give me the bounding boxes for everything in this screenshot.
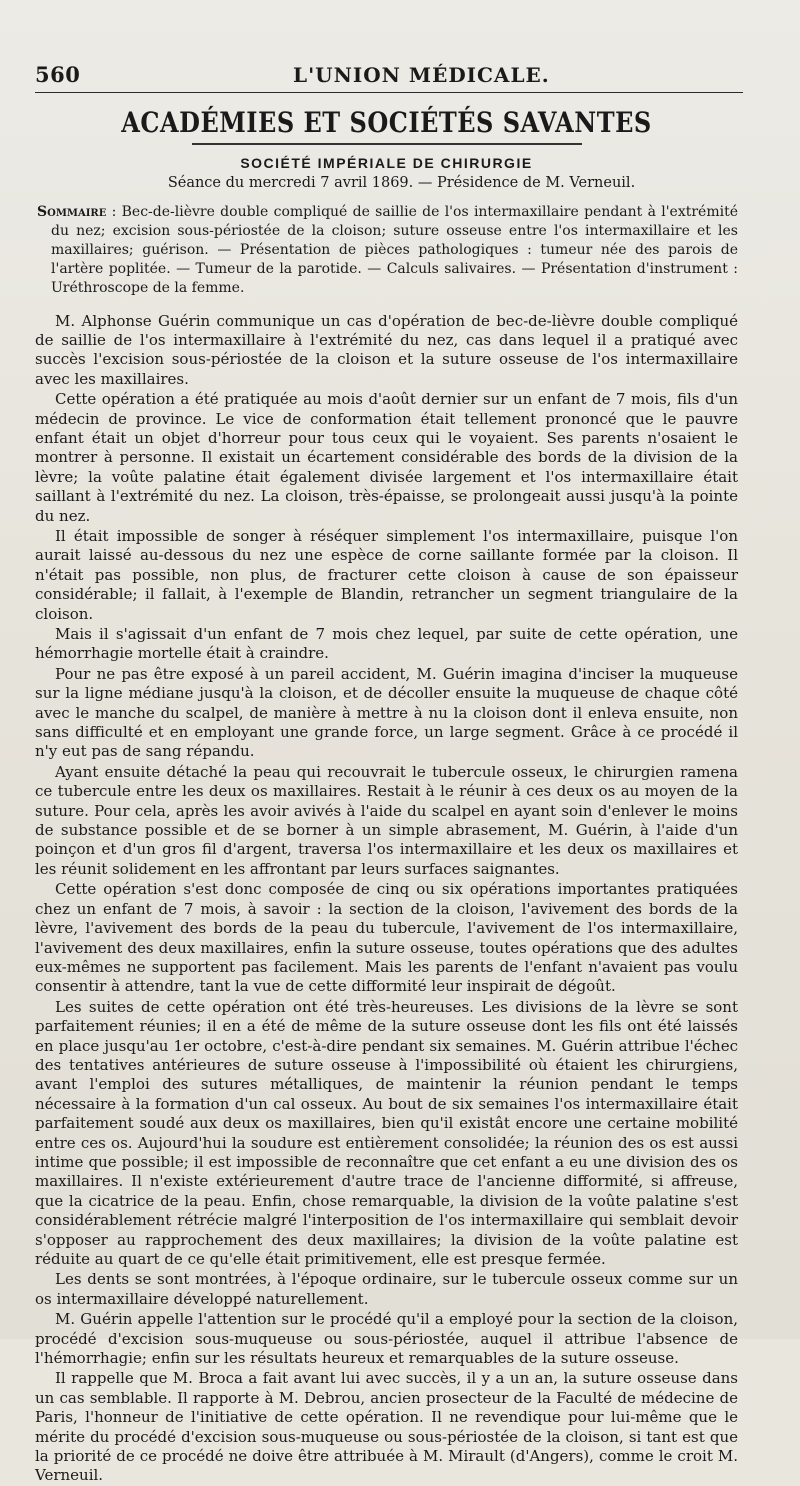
page-number: 560 xyxy=(35,62,81,87)
running-head xyxy=(35,58,743,93)
paragraph: M. Alphonse Guérin communique un cas d'opération de bec-de-lièvre double compliqué de saillie de l'os intermaxillaire à l'extrémité du nez, cas dans lequel il a pratiqué avec succès l'excision sous-périostée de la cloison et la suture osseuse de l'os intermaxillaire avec les maxillaires. xyxy=(35,311,738,388)
summary-text: : Bec-de-lièvre double compliqué de saillie de l'os intermaxillaire pendant à l'extrémité du nez; excision sous-périostée de la cloison; suture osseuse entre l'os intermaxillaire et les maxillaires; guérison. — Présentation de pièces pathologiques : tumeur née des parois de l'artère poplitée. — Tumeur de la parotide. — Calculs salivaires. — Présentation d'instrument : Uréthroscope de la femme. xyxy=(51,203,738,296)
summary-label: Sommaire xyxy=(37,203,107,220)
paragraph: Ayant ensuite détaché la peau qui recouvrait le tubercule osseux, le chirurgien ramena ce tubercule entre les deux os maxillaires. Restait à le réunir à ces deux os au moyen de la suture. Pour cela, après les avoir avivés à l'aide du scalpel en ayant soin d'enlever le moins de substance possible et de se borner à un simple abrasement, M. Guérin, à l'aide d'un poinçon et d'un gros fil d'argent, traversa l'os intermaxillaire et les deux os maxillaires et les réunit solidement en les affrontant par leurs surfaces saignantes. xyxy=(35,762,738,878)
society-name: SOCIÉTÉ IMPÉRIALE DE CHIRURGIE xyxy=(240,154,533,171)
paragraph: Il rappelle que M. Broca a fait avant lui avec succès, il y a un an, la suture osseuse dans un cas semblable. Il rapporte à M. Debrou, ancien prosecteur de la Faculté de médecine de Paris, l'honneur de l'initiative de cette opération. Il ne revendique pour lui-même que le mérite du procédé d'excision sous-muqueuse ou sous-périostée de la cloison, si tant est que la priorité de ce procédé ne doive être attribuée à M. Mirault (d'Angers), comme le croit M. Verneuil. xyxy=(35,1369,738,1485)
paragraph: M. Guérin appelle l'attention sur le procédé qu'il a employé pour la section de la cloison, procédé d'excision sous-muqueuse ou sous-périostée, auquel il attribue l'absence de l'hémorrhagie; enfin sur les résultats heureux et remarquables de la suture osseuse. xyxy=(35,1310,738,1368)
paragraph: Mais il s'agissait d'un enfant de 7 mois chez lequel, par suite de cette opération, une hémorrhagie mortelle était à craindre. xyxy=(35,625,738,663)
paragraph: Cette opération a été pratiquée au mois d'août dernier sur un enfant de 7 mois, fils d'un médecin de province. Le vice de conformation était tellement prononcé que le pauvre enfant était un objet d'horreur pour tous ceux qui le voyaient. Ses parents n'osaient le montrer à personne. Il existait un écartement considérable des bords de la division de la lèvre; la voûte palatine était également divisée largement et l'os intermaxillaire était saillant à l'extrémité du nez. La cloison, très-épaisse, se prolongeait aussi jusqu'à la pointe du nez. xyxy=(35,390,738,525)
summary xyxy=(35,203,738,298)
paragraph: Cette opération s'est donc composée de cinq ou six opérations importantes pratiquées chez un enfant de 7 mois, à savoir : la section de la cloison, l'avivement des bords de la lèvre, l'avivement des bords de la peau du tubercule, l'avivement de l'os intermaxillaire, l'avivement des deux maxillaires, enfin la suture osseuse, toutes opérations que des adultes eux-mêmes ne supportent pas facilement. Mais les parents de l'enfant n'avaient pas voulu consentir à attendre, tant la vue de cette difformité leur inspirait de dégoût. xyxy=(35,880,738,996)
paragraph: Les dents se sont montrées, à l'époque ordinaire, sur le tubercule osseux comme sur un os intermaxillaire développé naturellement. xyxy=(35,1270,738,1308)
paragraph: Pour ne pas être exposé à un pareil accident, M. Guérin imagina d'inciser la muqueuse sur la ligne médiane jusqu'à la cloison, et de décoller ensuite la muqueuse de chaque côté avec le manche du scalpel, de manière à mettre à nu la cloison dont il enleva ensuite, non sans difficulté et en employant une grande force, un large segment. Grâce à ce procédé il n'y eut pas de sang répandu. xyxy=(35,664,738,761)
paragraph: Il était impossible de songer à réséquer simplement l'os intermaxillaire, puisque l'on aurait laissé au-dessous du nez une espèce de corne saillante formée par la cloison. Il n'était pas possible, non plus, de fracturer cette cloison à cause de son épaisseur considérable; il fallait, à l'exemple de Blandin, retrancher un segment triangulaire de la cloison. xyxy=(35,526,738,623)
session-line: Séance du mercredi 7 avril 1869. — Présidence de M. Verneuil. xyxy=(167,174,636,191)
paragraph: Les suites de cette opération ont été très-heureuses. Les divisions de la lèvre se sont parfaitement réunies; il en a été de même de la suture osseuse dont les fils ont été laissés en place jusqu'au 1er octobre, c'est-à-dire pendant six semaines. M. Guérin attribue l'échec des tentatives antérieures de suture osseuse à l'impossibilité où étaient les chirurgiens, avant l'emploi des sutures métalliques, de maintenir la réunion pendant le temps nécessaire à la formation d'un cal osseux. Au bout de six semaines l'os intermaxillaire était parfaitement soudé aux deux os maxillaires, bien qu'il existât encore une certaine mobilité entre ces os. Aujourd'hui la soudure est entièrement consolidée; la réunion des os est aussi intime que possible; il est impossible de reconnaître que cet enfant a eu une division des os maxillaires. Il n'existe extérieurement d'autre trace de l'ancienne difformité, si affreuse, que la cicatrice de la peau. Enfin, chose remarquable, la division de la voûte palatine s'est considérablement rétrécie malgré l'interposition de l'os intermaxillaire qui semblait devoir s'opposer au rapprochement des deux maxillaires; la division de la voûte palatine est réduite au quart de ce qu'elle était primitivement, elle est presque fermée. xyxy=(35,997,738,1268)
section-rule xyxy=(192,143,582,145)
journal-title: L'UNION MÉDICALE. xyxy=(293,63,550,87)
section-heading: ACADÉMIES ET SOCIÉTÉS SAVANTES xyxy=(121,105,652,140)
